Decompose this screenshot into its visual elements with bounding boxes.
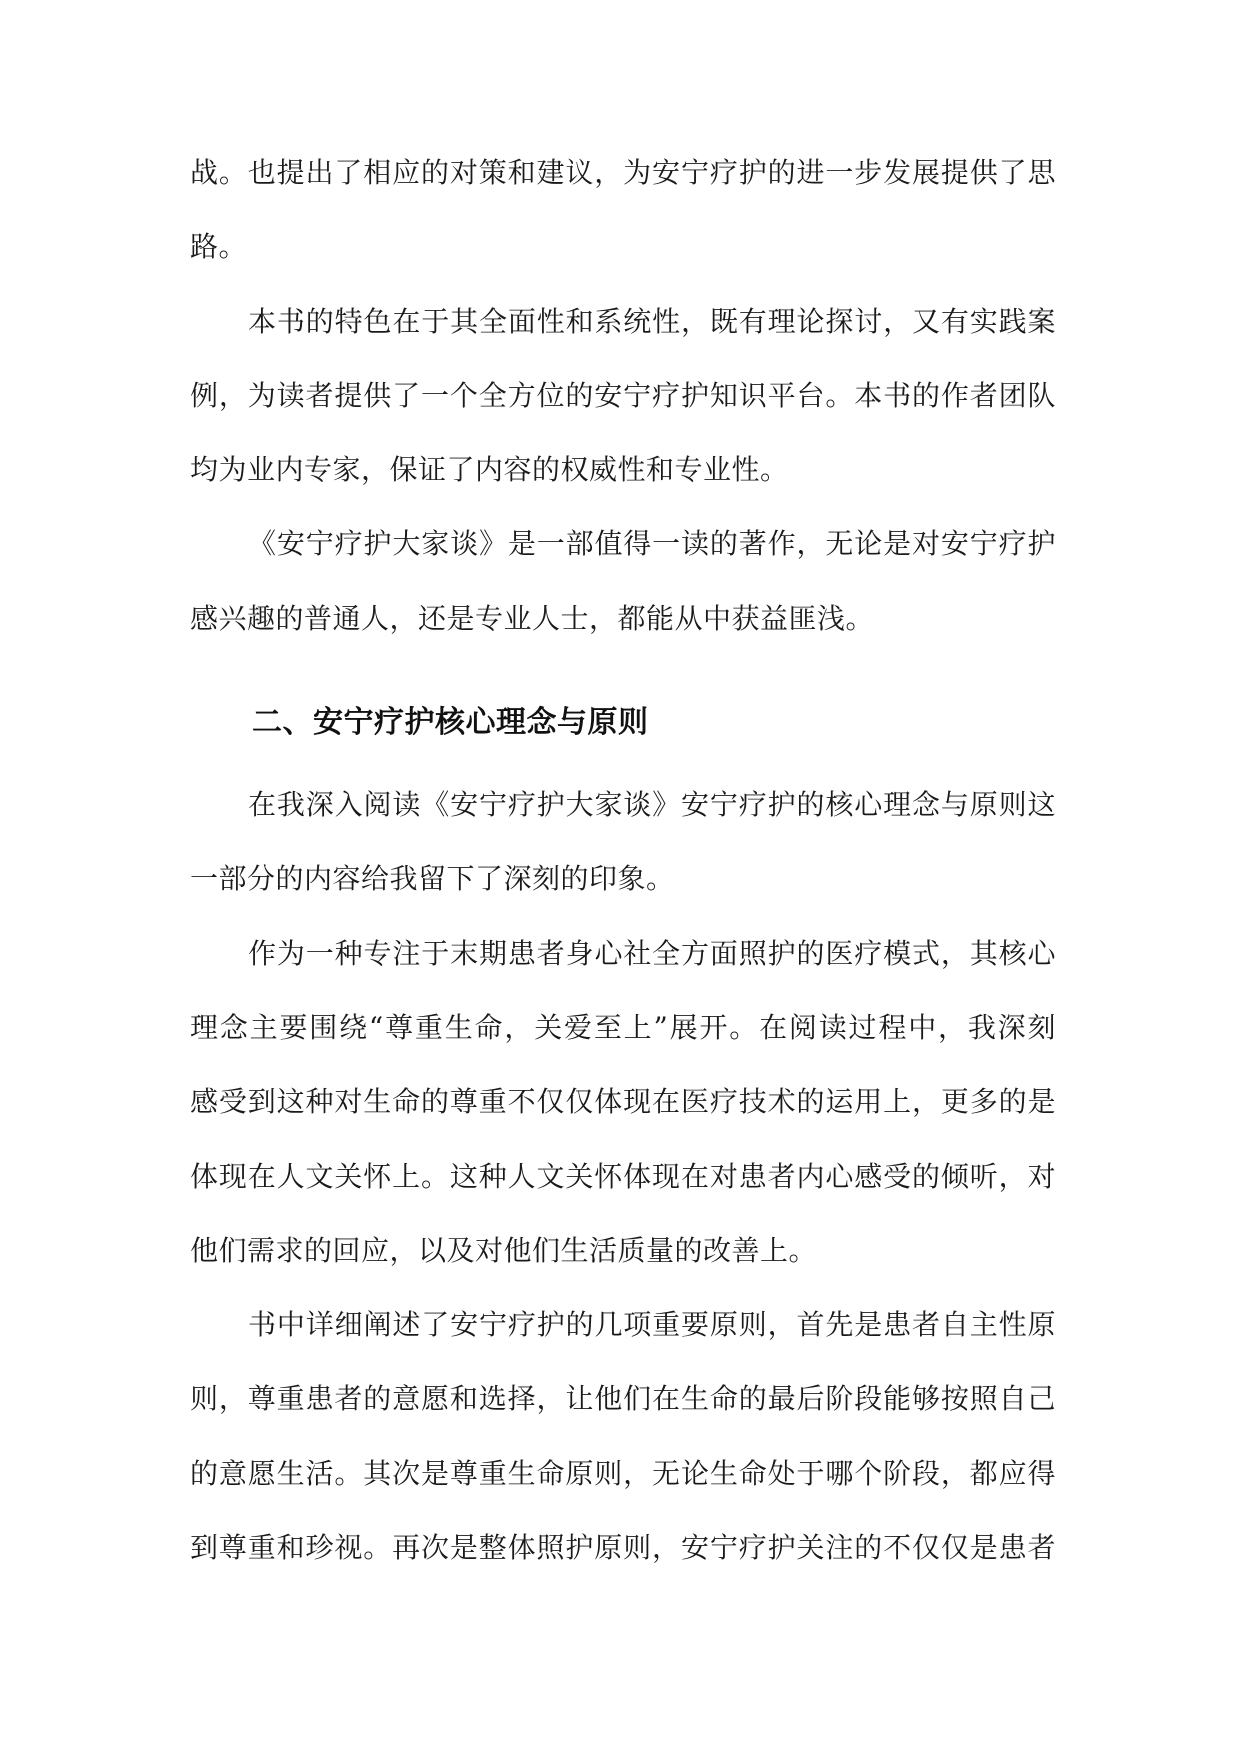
paragraph-line: 感受到这种对生命的尊重不仅仅体现在医疗技术的运用上，更多的是 — [190, 1085, 1056, 1119]
paragraph-line: 一部分的内容给我留下了深刻的印象。 — [190, 862, 675, 896]
paragraph-line: 感兴趣的普通人，还是专业人士，都能从中获益匪浅。 — [190, 601, 875, 635]
document-body — [190, 144, 1056, 1593]
paragraph-line: 均为业内专家，保证了内容的权威性和专业性。 — [190, 453, 789, 487]
paragraph-line: 体现在人文关怀上。这种人文关怀体现在对患者内心感受的倾听，对 — [190, 1159, 1056, 1193]
paragraph-line: 本书的特色在于其全面性和系统性，既有理论探讨，又有实践案 — [248, 304, 1056, 338]
paragraph-line: 书中详细阐述了安宁疗护的几项重要原则，首先是患者自主性原 — [248, 1308, 1056, 1342]
paragraph-line: 理念主要围绕“尊重生命，关爱至上”展开。在阅读过程中，我深刻 — [190, 1010, 1056, 1044]
paragraph-line: 则，尊重患者的意愿和选择，让他们在生命的最后阶段能够按照自己 — [190, 1382, 1056, 1416]
paragraph-line: 作为一种专注于末期患者身心社全方面照护的医疗模式，其核心 — [248, 936, 1056, 970]
paragraph-line: 例，为读者提供了一个全方位的安宁疗护知识平台。本书的作者团队 — [190, 378, 1056, 412]
paragraph-line: 《安宁疗护大家谈》是一部值得一读的著作，无论是对安宁疗护 — [248, 527, 1056, 561]
paragraph-line: 到尊重和珍视。再次是整体照护原则，安宁疗护关注的不仅仅是患者 — [190, 1531, 1056, 1565]
paragraph-line: 在我深入阅读《安宁疗护大家谈》安宁疗护的核心理念与原则这 — [248, 788, 1056, 822]
section-heading: 二、安宁疗护核心理念与原则 — [252, 705, 649, 741]
paragraph-line: 路。 — [190, 230, 248, 264]
heading-spacer — [190, 764, 1056, 776]
paragraph-line: 的意愿生活。其次是尊重生命原则，无论生命处于哪个阶段，都应得 — [190, 1456, 1056, 1490]
paragraph-line: 他们需求的回应，以及对他们生活质量的改善上。 — [190, 1233, 818, 1267]
paragraph-line: 战。也提出了相应的对策和建议，为安宁疗护的进一步发展提供了思 — [190, 156, 1056, 189]
